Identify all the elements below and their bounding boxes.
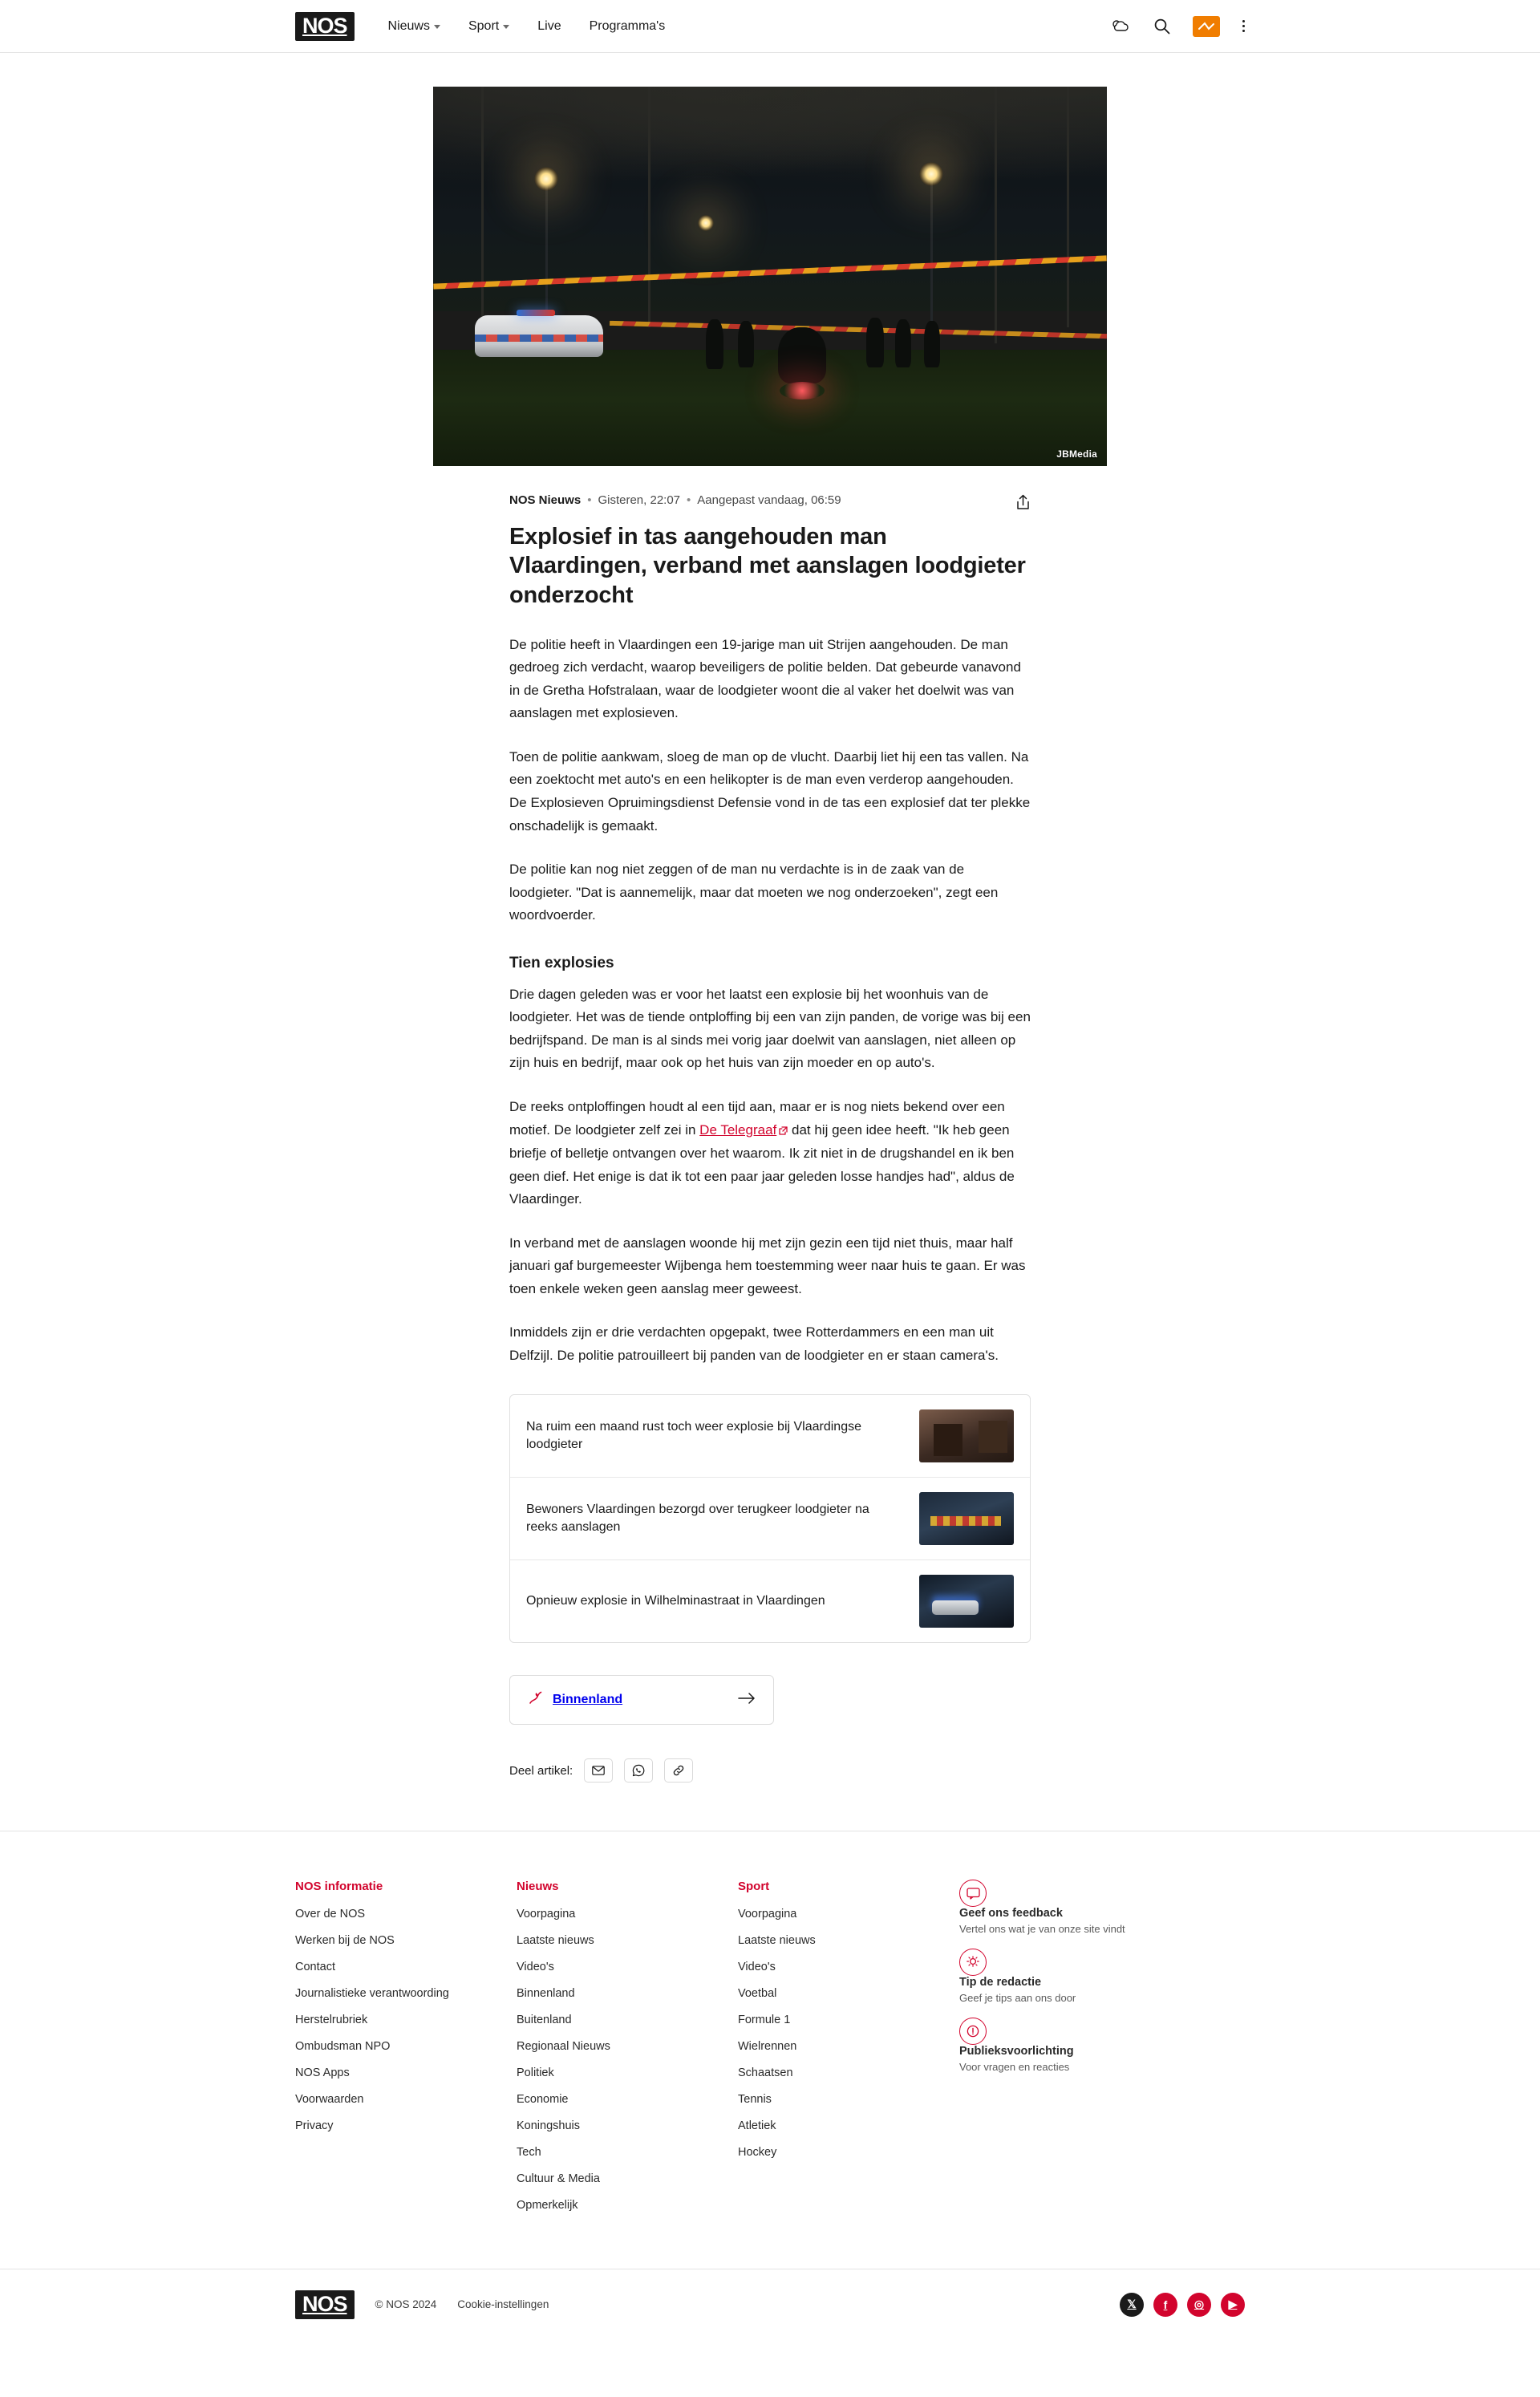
share-label: Deel artikel: xyxy=(509,1763,573,1778)
article-source: NOS Nieuws xyxy=(509,493,582,507)
footer-link[interactable]: Regionaal Nieuws xyxy=(517,2040,610,2054)
tree-decoration xyxy=(481,87,484,351)
social-links xyxy=(1120,2293,1245,2317)
footer-link[interactable]: Binnenland xyxy=(517,1987,575,2001)
hero-image xyxy=(433,87,1107,466)
share-email-button[interactable] xyxy=(584,1758,613,1783)
hero-photo xyxy=(433,87,1107,466)
nav-item-live[interactable] xyxy=(537,14,561,39)
nos-logo[interactable] xyxy=(295,12,355,41)
related-article-title: Bewoners Vlaardingen bezorgd over terugkeer loodgieter na reeks aanslagen xyxy=(526,1503,869,1535)
footer-link[interactable]: Atletiek xyxy=(738,2119,776,2133)
binnenland-icon xyxy=(528,1690,543,1710)
share-whatsapp-button[interactable] xyxy=(624,1758,653,1783)
list-item[interactable] xyxy=(510,1560,1030,1642)
footer-column-contact-promos xyxy=(959,1880,1245,2225)
paragraph-text-before: De reeks ontploffingen houdt al een tijd aan, maar er is nog niets bekend over een motief. De loodgieter zelf zei in xyxy=(509,1098,1005,1138)
category-label: Binnenland xyxy=(553,1693,623,1707)
photo-credit: JBMedia xyxy=(1056,448,1097,460)
footer-column-sport xyxy=(738,1880,959,2225)
arrow-right-icon xyxy=(738,1693,756,1708)
footer-link[interactable]: Werken bij de NOS xyxy=(295,1934,395,1948)
share-article-row xyxy=(509,1758,1031,1783)
nav-item-programmas-label: Programma's xyxy=(589,18,666,33)
footer-link[interactable]: Politiek xyxy=(517,2066,554,2080)
footer-link[interactable]: Opmerkelijk xyxy=(517,2199,578,2212)
promo-subtitle: Voor vragen en reacties xyxy=(959,2061,1070,2074)
external-link-icon xyxy=(779,1120,788,1143)
nav-item-sport-label: Sport xyxy=(468,18,500,33)
promo-title: Geef ons feedback xyxy=(959,1907,1063,1920)
person-decoration xyxy=(866,318,884,367)
person-decoration xyxy=(895,319,911,367)
nav-item-nieuws[interactable] xyxy=(388,14,440,39)
footer-link[interactable]: Formule 1 xyxy=(738,2014,791,2027)
related-article-title: Na ruim een maand rust toch weer explosie bij Vlaardingse loodgieter xyxy=(526,1420,861,1452)
footer-link[interactable]: Laatste nieuws xyxy=(517,1934,594,1948)
footer-link[interactable]: Herstelrubriek xyxy=(295,2014,368,2027)
footer-column-nos-informatie xyxy=(295,1880,517,2225)
footer-link[interactable]: Buitenland xyxy=(517,2014,572,2027)
footer-nos-logo-text: NOS xyxy=(302,2291,347,2316)
promo-title: Tip de redactie xyxy=(959,1976,1042,1989)
related-article-thumbnail xyxy=(919,1575,1014,1628)
footer-link[interactable]: Cultuur & Media xyxy=(517,2172,600,2186)
article-paragraph: Inmiddels zijn er drie verdachten opgepakt, twee Rotterdammers en een man uit Delfzijl. De politie patrouilleert bij panden van de loodgieter en er staan camera's. xyxy=(509,1324,999,1363)
footer-link[interactable]: Contact xyxy=(295,1961,335,1974)
instagram-glyph: ◎ xyxy=(1194,2298,1205,2311)
instagram-icon[interactable] xyxy=(1187,2293,1211,2317)
site-footer xyxy=(0,1831,1540,2339)
header-actions xyxy=(1110,16,1245,37)
feedback-promo[interactable] xyxy=(959,1880,1245,1935)
grass-decoration xyxy=(433,346,1107,466)
nav-item-live-label: Live xyxy=(537,18,561,33)
copyright-text: © NOS 2024 xyxy=(375,2298,437,2311)
category-link-binnenland[interactable] xyxy=(509,1675,774,1725)
article-meta xyxy=(509,493,841,507)
publieksvoorlichting-promo[interactable] xyxy=(959,2018,1245,2073)
footer-column-title: Sport xyxy=(738,1880,770,1894)
footer-bottom-bar xyxy=(0,2269,1540,2339)
footer-link[interactable]: Hockey xyxy=(738,2146,777,2160)
main-navigation xyxy=(388,14,666,39)
related-article-thumbnail xyxy=(919,1409,1014,1462)
promo-subtitle: Geef je tips aan ons door xyxy=(959,1992,1076,2005)
youtube-glyph: ▶ xyxy=(1228,2298,1238,2311)
list-item[interactable] xyxy=(510,1478,1030,1560)
article-subheading: Tien explosies xyxy=(509,954,614,971)
facebook-glyph: f xyxy=(1163,2298,1168,2311)
x-glyph: 𝕏 xyxy=(1127,2298,1137,2311)
youtube-icon[interactable] xyxy=(1221,2293,1245,2317)
flare-decoration xyxy=(780,382,825,400)
feedback-icon xyxy=(959,1880,987,1907)
footer-link[interactable]: Laatste nieuws xyxy=(738,1934,816,1948)
share-icon[interactable] xyxy=(1015,493,1031,511)
cookie-settings-link[interactable]: Cookie-instellingen xyxy=(457,2298,549,2311)
footer-link[interactable]: Tennis xyxy=(738,2093,772,2107)
info-icon xyxy=(959,2018,987,2045)
meta-separator: • xyxy=(587,493,592,507)
person-decoration xyxy=(706,319,723,369)
chevron-down-icon xyxy=(503,25,509,29)
nos-logo-text: NOS xyxy=(302,13,347,38)
footer-column-nieuws xyxy=(517,1880,738,2225)
tree-decoration xyxy=(995,87,997,343)
promo-title: Publieksvoorlichting xyxy=(959,2045,1074,2058)
related-articles xyxy=(509,1394,1031,1643)
footer-link[interactable]: Voorwaarden xyxy=(295,2093,364,2107)
nav-item-sport[interactable] xyxy=(468,14,509,39)
tree-decoration xyxy=(648,87,650,327)
footer-link[interactable]: Economie xyxy=(517,2093,569,2107)
footer-link[interactable]: Schaatsen xyxy=(738,2066,793,2080)
footer-link[interactable]: Video's xyxy=(517,1961,554,1974)
footer-column-title: Nieuws xyxy=(517,1880,559,1894)
promo-subtitle: Vertel ons wat je van onze site vindt xyxy=(959,1923,1125,1936)
lamp-post-decoration xyxy=(930,176,933,337)
search-icon[interactable] xyxy=(1153,18,1170,34)
article-paragraph: Toen de politie aankwam, sloeg de man op de vlucht. Daarbij liet hij een tas vallen. Na een zoektocht met auto's en een helikopter is de man even verderop aangehouden. De Explosieven Opruimingsdienst Defensie vond in de tas een explosief dat ter plekke onschadelijk is gemaakt. xyxy=(509,748,1031,833)
article-body xyxy=(509,493,1031,1831)
footer-column-title: NOS informatie xyxy=(295,1880,383,1894)
page-title: Explosief in tas aangehouden man Vlaardingen, verband met aanslagen loodgieter onderzocht xyxy=(509,524,1026,608)
nav-item-nieuws-label: Nieuws xyxy=(387,18,430,33)
streetlamp-icon xyxy=(698,215,714,231)
article-page xyxy=(0,53,1540,1831)
article-paragraph: Drie dagen geleden was er voor het laatst een explosie bij het woonhuis van de loodgieter. Het was de tiende ontploffing bij een van zijn panden, de vorige was bij een bedrijfspand. De man is al sinds mei vorig jaar doelwit van aanslagen, niet alleen op zijn huis en bedrijf, maar ook op het huis van zijn moeder en op auto's. xyxy=(509,986,1031,1071)
footer-link[interactable]: Privacy xyxy=(295,2119,334,2133)
footer-link[interactable]: Voorpagina xyxy=(517,1908,576,1921)
site-header xyxy=(0,0,1540,53)
footer-link[interactable]: Voetbal xyxy=(738,1987,777,2001)
footer-link[interactable]: Over de NOS xyxy=(295,1908,366,1921)
article-paragraph: In verband met de aanslagen woonde hij met zijn gezin een tijd niet thuis, maar half januari gaf burgemeester Wijbenga hem toestemming weer naar huis te gaan. Er was toen enkele weken geen aanslag meer geweest. xyxy=(509,1235,1026,1296)
footer-nos-logo[interactable] xyxy=(295,2290,355,2319)
tip-icon xyxy=(959,1949,987,1976)
chevron-down-icon xyxy=(434,25,440,29)
footer-link[interactable]: Voorpagina xyxy=(738,1908,797,1921)
x-icon[interactable] xyxy=(1120,2293,1144,2317)
person-decoration xyxy=(738,321,754,367)
footer-link[interactable]: Journalistieke verantwoording xyxy=(295,1987,449,2001)
telegraaf-external-link[interactable]: De Telegraaf xyxy=(699,1121,777,1138)
tip-redactie-promo[interactable] xyxy=(959,1949,1245,2004)
facebook-icon[interactable] xyxy=(1153,2293,1177,2317)
footer-link[interactable]: Koningshuis xyxy=(517,2119,580,2133)
article-published: Gisteren, 22:07 xyxy=(598,493,681,507)
related-article-title: Opnieuw explosie in Wilhelminastraat in Vlaardingen xyxy=(526,1594,825,1608)
article-paragraph: De politie kan nog niet zeggen of de man nu verdachte is in de zaak van de loodgieter. "Dat is aannemelijk, maar dat moeten we nog onderzoeken", zegt een woordvoerder. xyxy=(509,862,999,923)
related-article-thumbnail xyxy=(919,1492,1014,1545)
footer-link[interactable]: NOS Apps xyxy=(295,2066,350,2080)
person-decoration xyxy=(778,327,826,383)
npo-tile-icon[interactable] xyxy=(1193,16,1220,37)
list-item[interactable] xyxy=(510,1395,1030,1478)
footer-link[interactable]: Wielrennen xyxy=(738,2040,797,2054)
footer-columns xyxy=(295,1880,1245,2269)
article-meta-row xyxy=(509,493,1031,511)
footer-link[interactable]: Ombudsman NPO xyxy=(295,2040,391,2054)
more-menu-icon[interactable] xyxy=(1242,20,1245,32)
police-tape-decoration xyxy=(433,255,1107,289)
paragraph-text-after: dat hij geen idee heeft. "Ik heb geen briefje of belletje ontvangen over het waarom. Ik zit niet in de drugshandel en ik ben geen dief. Het enige is dat ik tot een paar jaar geleden losse handjes had", aldus de Vlaardinger. xyxy=(509,1121,1015,1207)
streetlamp-icon xyxy=(919,162,943,186)
police-car-decoration xyxy=(475,315,603,357)
article-paragraph: De politie heeft in Vlaardingen een 19-jarige man uit Strijen aangehouden. De man gedroeg zich verdacht, waarop beveiligers de politie belden. Dat gebeurde vanavond in de Gretha Hofstralaan, waar de loodgieter woont die al vaker het doelwit was van aanslagen met explosieven. xyxy=(509,636,1021,721)
footer-link[interactable]: Video's xyxy=(738,1961,776,1974)
person-decoration xyxy=(924,321,940,367)
article-updated: Aangepast vandaag, 06:59 xyxy=(697,493,841,507)
footer-link[interactable]: Tech xyxy=(517,2146,541,2160)
share-copy-link-button[interactable] xyxy=(664,1758,693,1783)
article-paragraph-with-link xyxy=(509,1096,1031,1211)
streetlamp-icon xyxy=(534,167,558,191)
tree-decoration xyxy=(1067,87,1069,327)
weather-icon[interactable] xyxy=(1110,18,1131,34)
nav-item-programmas[interactable] xyxy=(590,14,666,39)
meta-separator: • xyxy=(687,493,691,507)
